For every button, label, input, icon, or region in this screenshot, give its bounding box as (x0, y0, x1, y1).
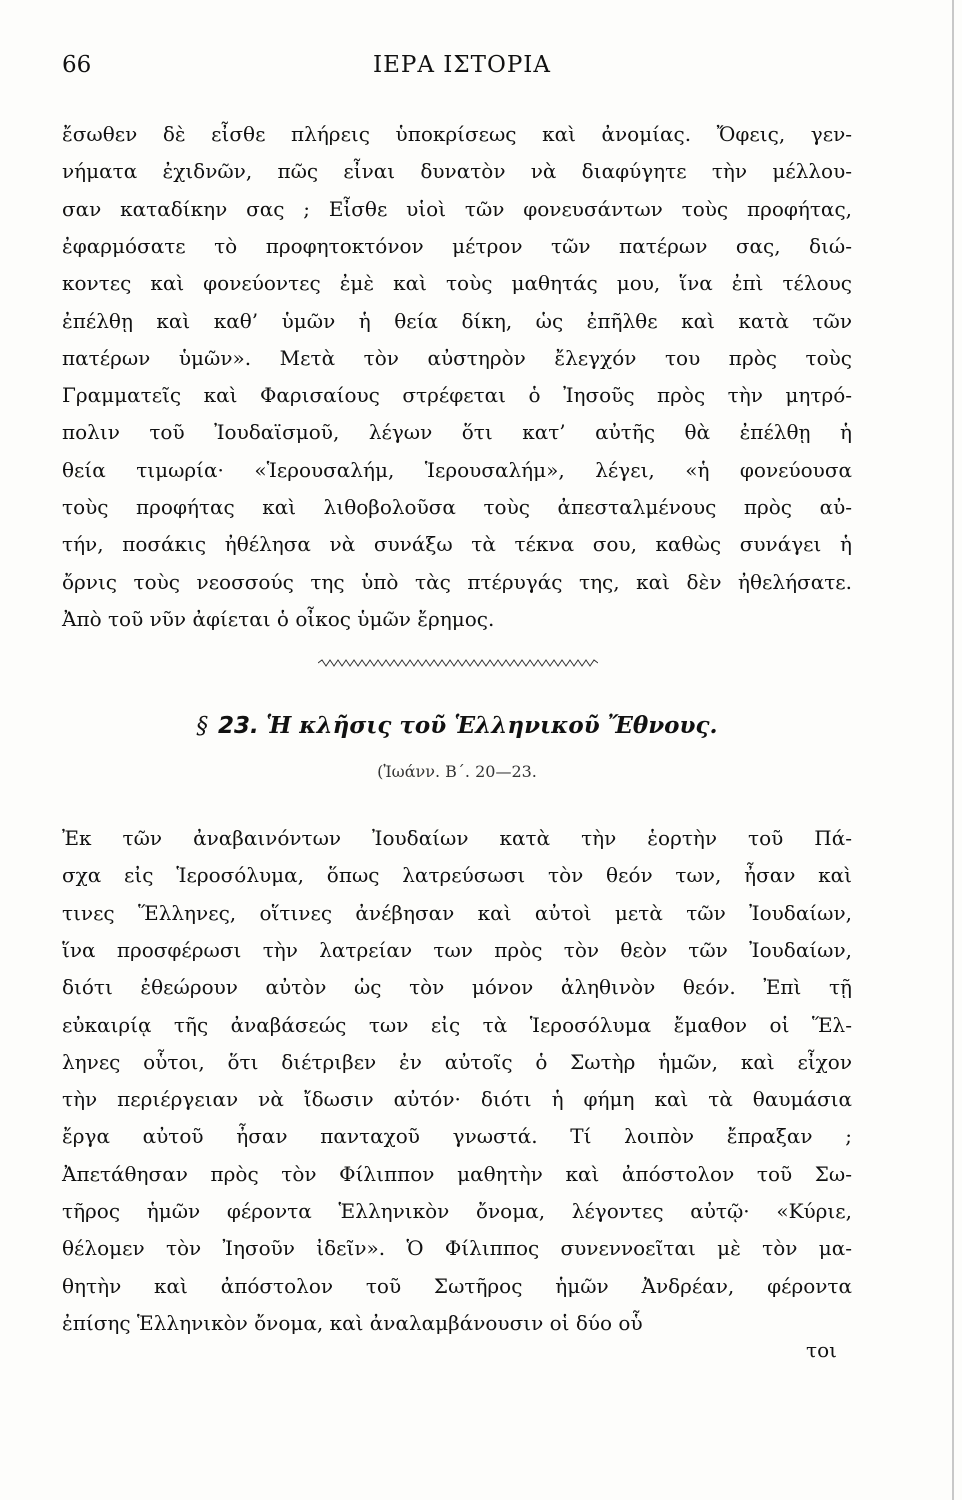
section-symbol: § (196, 713, 208, 739)
text-line: ἵνα προσφέρωσι τὴν λατρείαν των πρὸς τὸν θεὸν τῶν Ἰουδαίων, (62, 937, 852, 962)
text-line: τὴν περιέργειαν νὰ ἴδωσιν αὐτόν· διότι ἡ φήμη καὶ τὰ θαυμάσια (62, 1087, 852, 1112)
section-heading (62, 712, 852, 739)
text-line: ὄρνις τοὺς νεοσσούς της ὑπὸ τὰς πτέρυγάς της, καὶ δὲν ἠθελήσατε. (62, 569, 852, 594)
page-edge (952, 0, 954, 1500)
text-line: διότι ἐθεώρουν αὐτὸν ὡς τὸν μόνον ἀληθινὸν θεόν. Ἐπὶ τῇ (62, 975, 852, 1000)
text-line: τήν, ποσάκις ἠθέλησα νὰ συνάξω τὰ τέκνα σου, καθὼς συνάγει ἡ (62, 532, 852, 557)
text-line: πολιν τοῦ Ἰουδαϊσμοῦ, λέγων ὅτι κατ’ αὐτῆς θὰ ἐπέλθῃ ἡ (62, 420, 852, 445)
text-line: ληνες οὗτοι, ὅτι διέτριβεν ἐν αὐτοῖς ὁ Σωτὴρ ἡμῶν, καὶ εἶχον (62, 1049, 852, 1074)
page-number: 66 (62, 52, 92, 78)
text-line: ἐπίσης Ἑλληνικὸν ὄνομα, καὶ ἀναλαμβάνουσιν οἱ δύο οὗ (62, 1310, 643, 1335)
text-line: Γραμματεῖς καὶ Φαρισαίους στρέφεται ὁ Ἰησοῦς πρὸς τὴν μητρό- (62, 383, 852, 408)
text-line: κοντες καὶ φονεύοντες ἐμὲ καὶ τοὺς μαθητάς μου, ἵνα ἐπὶ τέλους (62, 271, 852, 296)
text-line: Ἐκ τῶν ἀναβαινόντων Ἰουδαίων κατὰ τὴν ἑορτὴν τοῦ Πά- (62, 826, 852, 850)
text-line: σχα εἰς Ἱεροσόλυμα, ὅπως λατρεύσωσι τὸν θεόν των, ἦσαν καὶ (62, 863, 852, 888)
scripture-reference: (Ἰωάνν. Β΄. 20—23. (377, 762, 537, 781)
section-title: Ἡ κλῆσις τοῦ Ἑλληνικοῦ Ἔθνους. (266, 712, 718, 739)
text-line: θέλομεν τὸν Ἰησοῦν ἰδεῖν». Ὁ Φίλιππος συνεννοεῖται μὲ τὸν μα- (62, 1236, 852, 1261)
page-header (62, 52, 862, 88)
text-line: εὐκαιρίᾳ τῆς ἀναβάσεώς των εἰς τὰ Ἱεροσόλυμα ἔμαθον οἱ Ἕλ- (62, 1012, 852, 1037)
text-line: ἐπέλθῃ καὶ καθ’ ὑμῶν ἡ θεία δίκη, ὡς ἐπῆλθε καὶ κατὰ τῶν (62, 308, 852, 333)
overflow-word: τοι (806, 1338, 837, 1362)
text-line: θεία τιμωρία· «Ἱερουσαλήμ, Ἱερουσαλήμ», λέγει, «ἡ φονεύουσα (62, 457, 852, 482)
text-line: σαν καταδίκην σας ; Εἶσθε υἱοὶ τῶν φονευσάντων τοὺς προφήτας, (62, 196, 852, 221)
text-line: Ἀπετάθησαν πρὸς τὸν Φίλιππον μαθητὴν καὶ ἀπόστολον τοῦ Σω- (62, 1161, 852, 1186)
text-line: τινες Ἕλληνες, οἵτινες ἀνέβησαν καὶ αὐτοὶ μετὰ τῶν Ἰουδαίων, (62, 900, 852, 925)
text-line: θητὴν καὶ ἀπόστολον τοῦ Σωτῆρος ἡμῶν Ἀνδρέαν, φέροντα (62, 1273, 852, 1298)
text-line: πατέρων ὑμῶν». Μετὰ τὸν αὐστηρὸν ἔλεγχόν του πρὸς τοὺς (62, 345, 852, 370)
text-line: νήματα ἐχιδνῶν, πῶς εἶναι δυνατὸν νὰ διαφύγητε τὴν μέλλου- (62, 159, 852, 184)
text-line: ἔσωθεν δὲ εἶσθε πλήρεις ὑποκρίσεως καὶ ἀνομίας. Ὄφεις, γεν- (62, 122, 852, 146)
ornamental-divider (318, 658, 598, 668)
text-line: τῆρος ἡμῶν φέροντα Ἑλληνικὸν ὄνομα, λέγοντες αὐτῷ· «Κύριε, (62, 1199, 852, 1223)
text-line: ἔργα αὐτοῦ ἦσαν πανταχοῦ γνωστά. Τί λοιπὸν ἔπραξαν ; (62, 1124, 852, 1149)
running-title: ΙΕΡΑ ΙΣΤΟΡΙΑ (373, 52, 551, 78)
text-line: Ἀπὸ τοῦ νῦν ἀφίεται ὁ οἶκος ὑμῶν ἔρημος. (62, 606, 495, 631)
text-line: τοὺς προφήτας καὶ λιθοβολοῦσα τοὺς ἀπεσταλμένους πρὸς αὐ- (62, 495, 852, 519)
section-number: 23. (218, 713, 259, 739)
text-line: ἐφαρμόσατε τὸ προφητοκτόνον μέτρον τῶν πατέρων σας, διώ- (62, 233, 852, 258)
